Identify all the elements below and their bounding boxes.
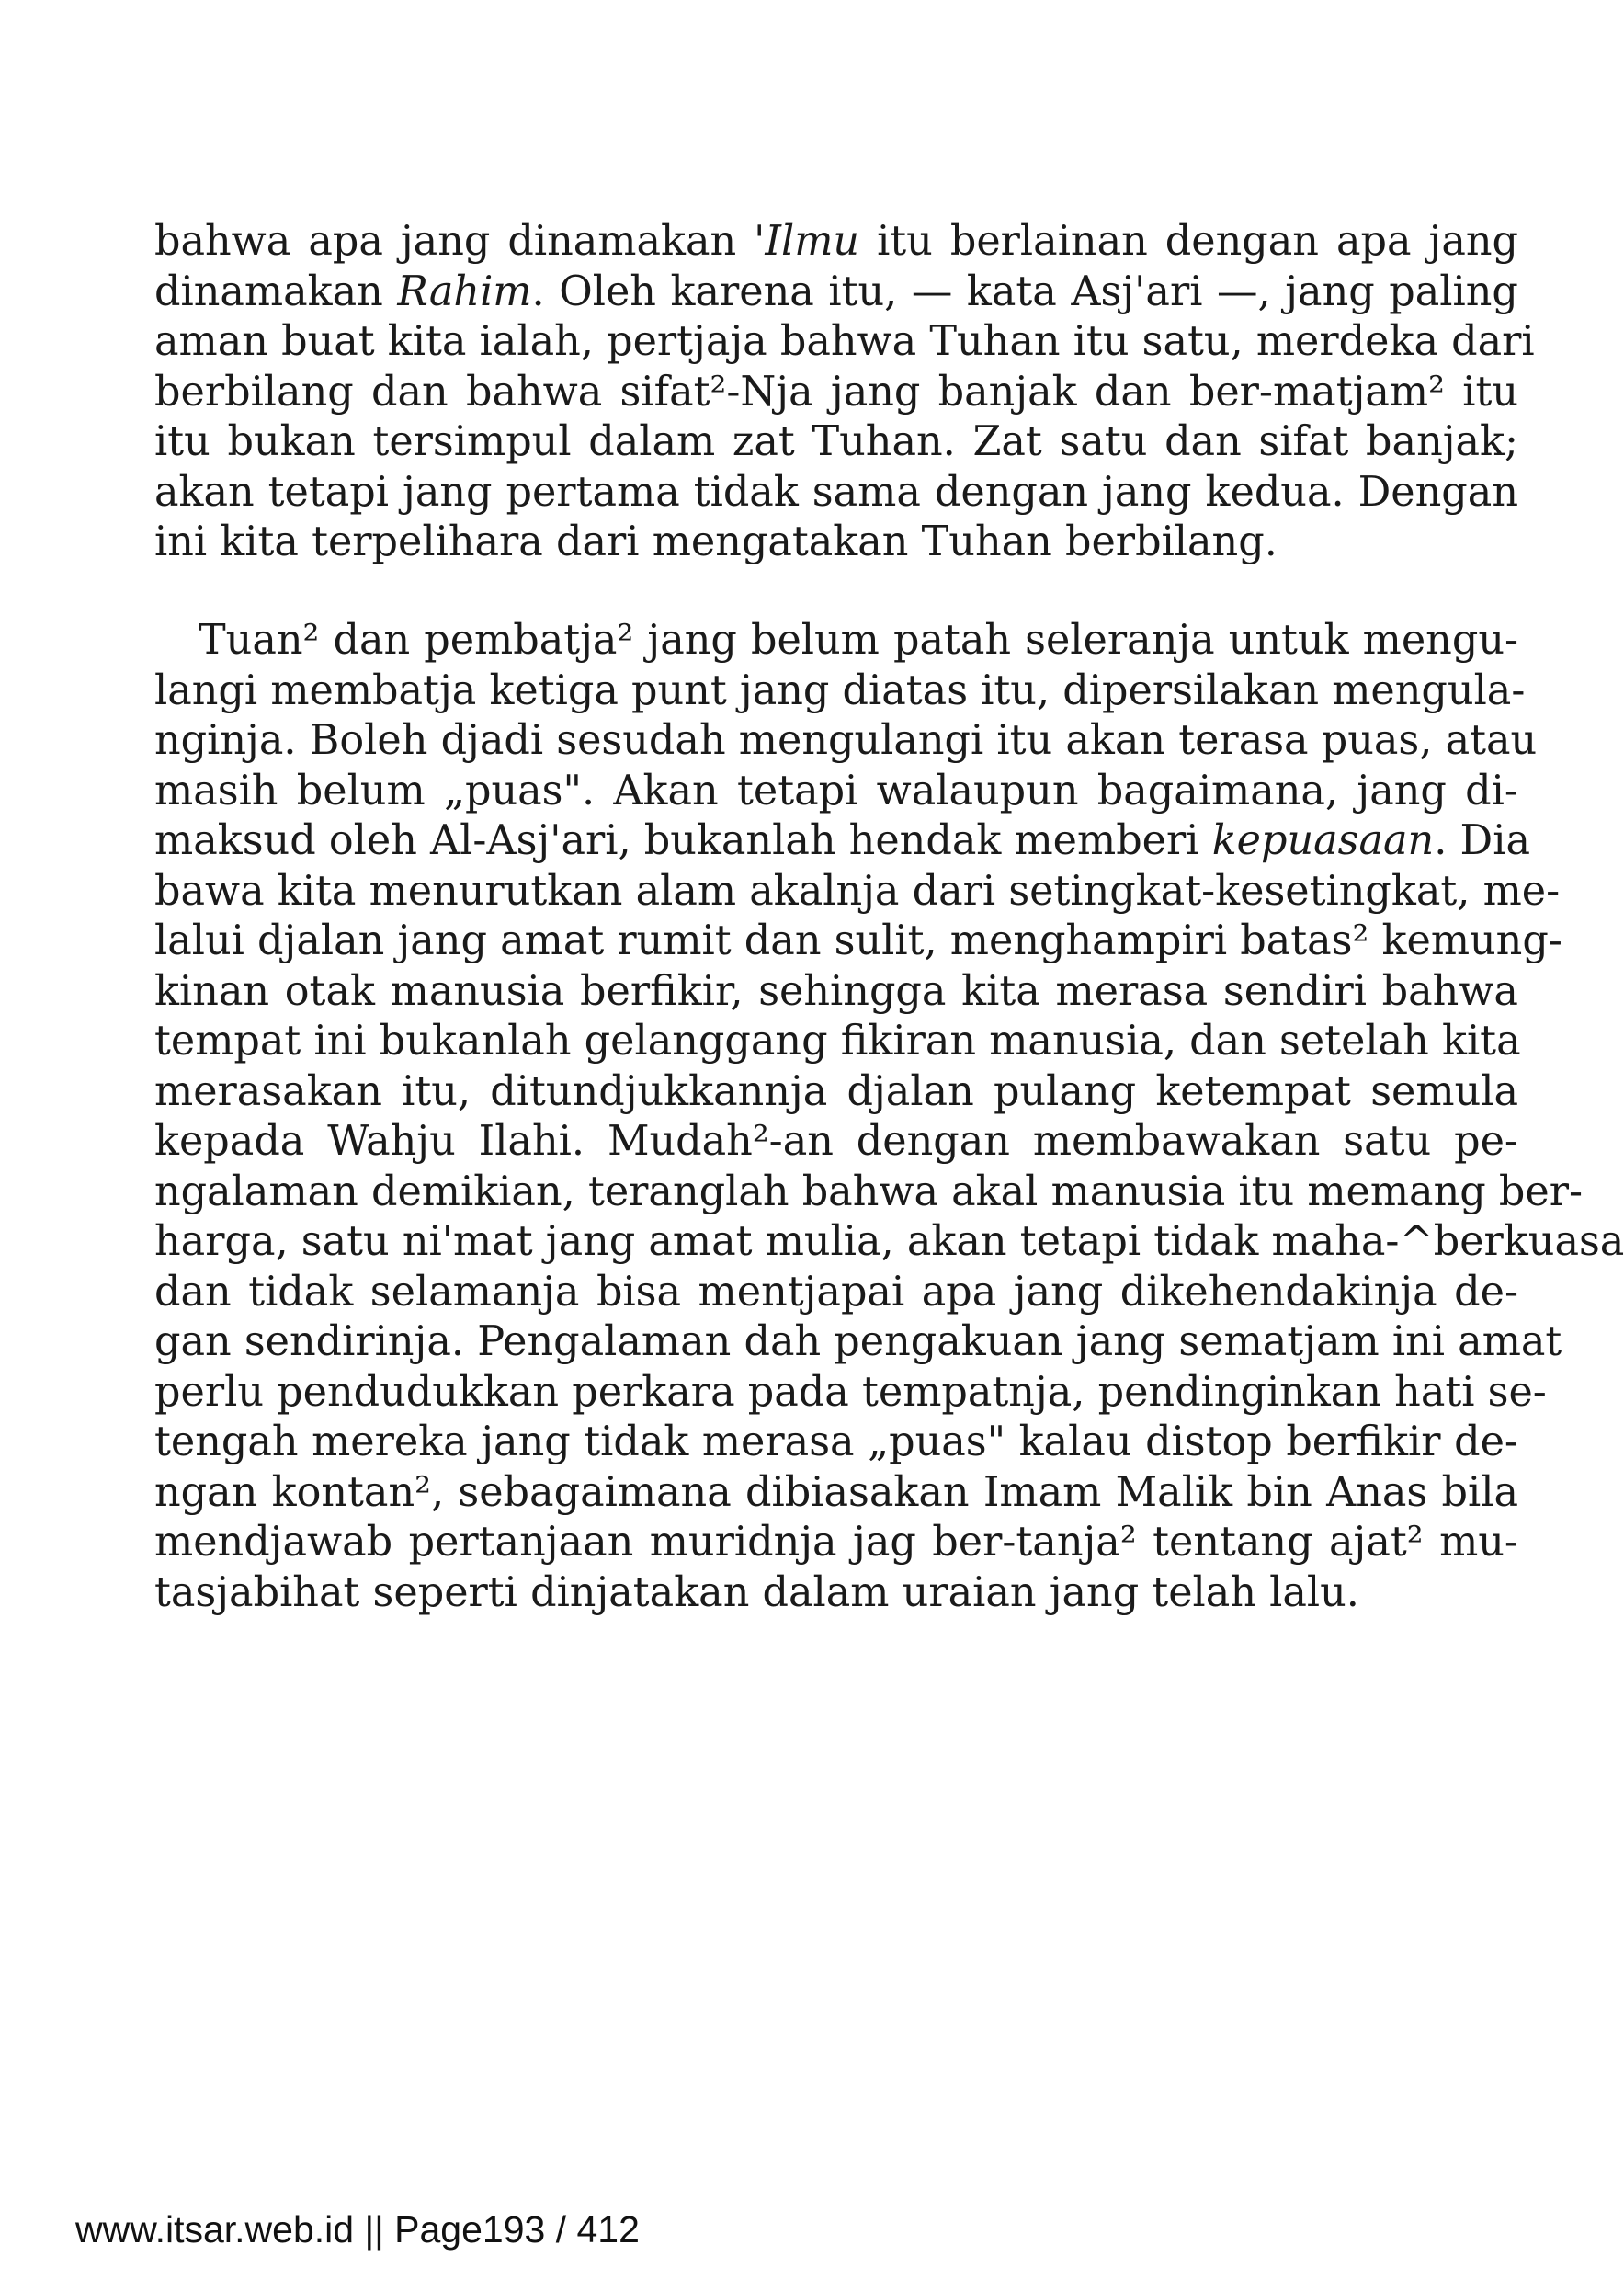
- text-line: ngalaman demikian, teranglah bahwa akal manusia itu memang ber-: [154, 1168, 1584, 1215]
- text-line: kepada Wahju Ilahi. Mudah²-an dengan membawakan satu pe-: [154, 1118, 1518, 1165]
- text-line: akan tetapi jang pertama tidak sama dengan jang kedua. Dengan: [154, 468, 1518, 516]
- text-line: kinan otak manusia berfikir, sehingga kita merasa sendiri bahwa: [154, 967, 1518, 1015]
- text-line: masih belum „puas". Akan tetapi walaupun bagaimana, jang di-: [154, 767, 1518, 815]
- text-line: lalui djalan jang amat rumit dan sulit, menghampiri batas² kemung-: [154, 917, 1562, 964]
- page-footer: www.itsar.web.id || Page193 / 412: [75, 2208, 640, 2251]
- text-line: dan tidak selamanja bisa mentjapai apa jang dikehendakinja de-: [154, 1268, 1518, 1316]
- text-line: langi membatja ketiga punt jang diatas itu, dipersilakan mengula-: [154, 667, 1526, 714]
- paragraph-1: [154, 217, 1535, 568]
- text-line: Tuan² dan pembatja² jang belum patah seleranja untuk mengu-: [199, 617, 1519, 664]
- text-line: bawa kita menurutkan alam akalnja dari setingkat-kesetingkat, me-: [154, 867, 1561, 915]
- text-line: dinamakan Rahim. Oleh karena itu, — kata Asj'ari —, jang paling: [154, 268, 1518, 315]
- text-line: mendjawab pertanjaan muridnja jag ber-tanja² tentang ajat² mu-: [154, 1519, 1518, 1566]
- text-line: bahwa apa jang dinamakan 'Ilmu itu berlainan dengan apa jang: [154, 218, 1519, 265]
- text-line: ngan kontan², sebagaimana dibiasakan Imam Malik bin Anas bila: [154, 1468, 1519, 1516]
- text-line: aman buat kita ialah, pertjaja bahwa Tuhan itu satu, merdeka dari: [154, 318, 1535, 365]
- text-line: maksud oleh Al-Asj'ari, bukanlah hendak memberi kepuasaan. Dia: [154, 817, 1530, 864]
- text-line: itu bukan tersimpul dalam zat Tuhan. Zat satu dan sifat banjak;: [154, 418, 1519, 465]
- text-line: tasjabihat seperti dinjatakan dalam uraian jang telah lalu.: [154, 1568, 1359, 1616]
- text-line: merasakan itu, ditundjukkannja djalan pulang ketempat semula: [154, 1067, 1518, 1115]
- text-line: perlu pendudukkan perkara pada tempatnja, pendinginkan hati se-: [154, 1368, 1547, 1416]
- text-line: gan sendirinja. Pengalaman dah pengakuan jang sematjam ini amat: [154, 1318, 1562, 1365]
- text-line: ini kita terpelihara dari mengatakan Tuhan berbilang.: [154, 518, 1278, 565]
- text-line: tempat ini bukanlah gelanggang fikiran manusia, dan setelah kita: [154, 1018, 1521, 1065]
- paragraph-2: [154, 616, 1624, 1618]
- text-line: nginja. Boleh djadi sesudah mengulangi itu akan terasa puas, atau: [154, 717, 1538, 764]
- text-line: berbilang dan bahwa sifat²-Nja jang banjak dan ber-matjam² itu: [154, 368, 1518, 416]
- text-line: tengah mereka jang tidak merasa „puas" kalau distop berfikir de-: [154, 1419, 1518, 1465]
- text-line: harga, satu ni'mat jang amat mulia, akan tetapi tidak maha-^berkuasa: [154, 1218, 1624, 1265]
